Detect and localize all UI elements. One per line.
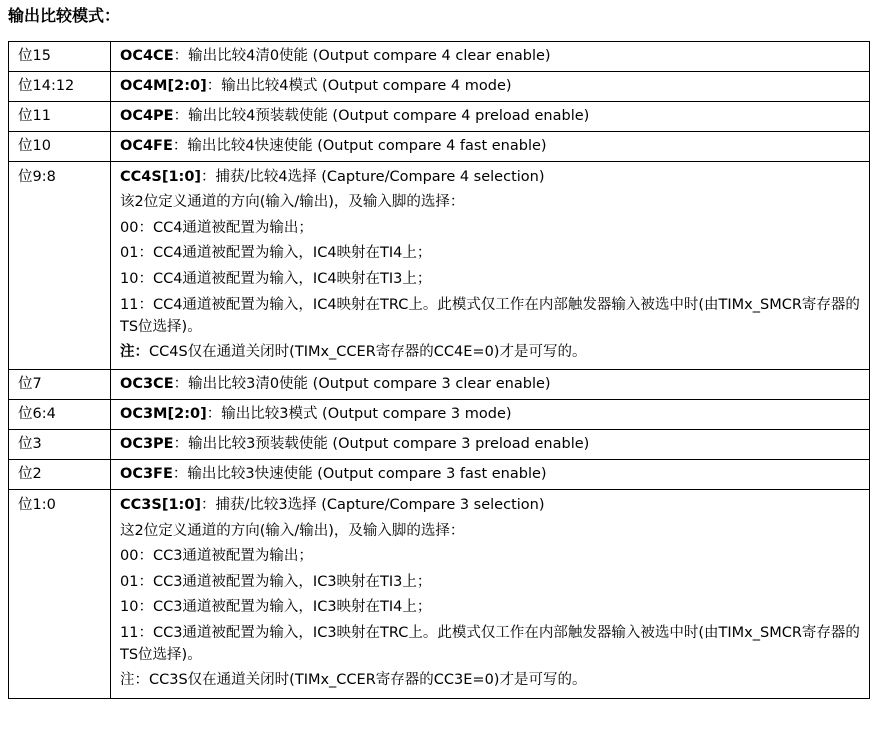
field-name: OC4CE	[120, 48, 174, 64]
bit-position: 位15	[9, 42, 111, 72]
field-name: OC3CE	[120, 376, 174, 393]
bit-position	[9, 162, 111, 370]
bit-position: 位6:4	[9, 400, 111, 430]
field-desc: 输出比较4清0使能 (Output compare 4 clear enable)	[188, 48, 551, 64]
bit-description	[111, 102, 870, 132]
field-name: OC4PE	[120, 108, 174, 124]
table-row	[9, 400, 870, 430]
field-desc: 输出比较4快速使能 (Output compare 4 fast enable)	[187, 138, 547, 154]
note-text: CC3S仅在通道关闭时(TIMx_CCER寄存器的CC3E=0)才是可写的。	[149, 672, 587, 689]
note-text: CC4S仅在通道关闭时(TIMx_CCER寄存器的CC4E=0)才是可写的。	[149, 344, 587, 361]
bit-description	[111, 72, 870, 102]
field-name: OC3M[2:0]	[120, 406, 207, 423]
field-desc: 输出比较3预装载使能 (Output compare 3 preload enable)	[188, 436, 590, 453]
desc-line: 该2位定义通道的方向(输入/输出)，及输入脚的选择：	[120, 194, 465, 211]
bit-position	[9, 490, 111, 698]
bit-position: 位7	[9, 370, 111, 400]
note-line	[120, 668, 869, 693]
table-row	[9, 490, 870, 698]
field-desc: 输出比较4预装载使能 (Output compare 4 preload enable)	[188, 108, 590, 124]
field-desc: 输出比较4模式 (Output compare 4 mode)	[221, 78, 512, 94]
field-name: OC3FE	[120, 466, 173, 483]
desc-line: 00：CC4通道被配置为输出；	[120, 219, 313, 236]
note-line	[120, 340, 869, 365]
field-heading	[120, 165, 869, 190]
bit-position-text: 位1:0	[18, 497, 56, 514]
table-row	[9, 162, 870, 370]
desc-line: 10：CC3通道被配置为输入，IC3映射在TI4上；	[120, 599, 432, 616]
table-row	[9, 72, 870, 102]
bit-description	[111, 162, 870, 370]
separator: ：	[206, 406, 222, 423]
separator: ：	[173, 48, 189, 64]
separator: ：	[173, 376, 189, 393]
desc-line: 11：CC4通道被配置为输入，IC4映射在TRC上。此模式仅工作在内部触发器输入被选中时(由TIMx_SMCR寄存器的TS位选择)。	[120, 297, 860, 336]
bit-position: 位2	[9, 460, 111, 490]
bit-description	[111, 42, 870, 72]
table-row	[9, 132, 870, 162]
bit-description	[111, 132, 870, 162]
field-desc: 输出比较3快速使能 (Output compare 3 fast enable)	[187, 466, 547, 483]
table-row	[9, 102, 870, 132]
separator: ：	[172, 138, 188, 154]
note-label: 注：	[120, 344, 149, 361]
field-name: OC4M[2:0]	[120, 78, 207, 94]
section-title: 输出比较模式：	[8, 6, 121, 25]
separator: ：	[201, 497, 216, 514]
bit-position: 位3	[9, 430, 111, 460]
table-row	[9, 42, 870, 72]
bit-position-text: 位9:8	[18, 169, 56, 185]
bit-description	[111, 370, 870, 400]
desc-line: 00：CC3通道被配置为输出；	[120, 548, 313, 565]
field-name: CC3S[1:0]	[120, 497, 202, 514]
field-name: OC4FE	[120, 138, 173, 154]
desc-line: 01：CC4通道被配置为输入，IC4映射在TI4上；	[120, 245, 432, 262]
bit-position: 位10	[9, 132, 111, 162]
bit-position: 位11	[9, 102, 111, 132]
desc-line: 11：CC3通道被配置为输入，IC3映射在TRC上。此模式仅工作在内部触发器输入被选中时(由TIMx_SMCR寄存器的TS位选择)。	[120, 625, 860, 664]
bit-description	[111, 460, 870, 490]
table-row	[9, 460, 870, 490]
separator: ：	[201, 169, 216, 185]
table-row	[9, 370, 870, 400]
bit-description	[111, 430, 870, 460]
separator: ：	[173, 436, 189, 453]
separator: ：	[206, 78, 222, 94]
desc-line: 这2位定义通道的方向(输入/输出)，及输入脚的选择：	[120, 522, 465, 539]
desc-line: 10：CC4通道被配置为输入，IC4映射在TI3上；	[120, 270, 432, 287]
field-desc: 输出比较3模式 (Output compare 3 mode)	[221, 406, 512, 423]
desc-line: 01：CC3通道被配置为输入，IC3映射在TI3上；	[120, 573, 432, 590]
field-name: CC4S[1:0]	[120, 169, 202, 185]
separator: ：	[173, 108, 189, 124]
field-heading	[120, 493, 869, 518]
bit-description	[111, 400, 870, 430]
table-row	[9, 430, 870, 460]
field-desc: 输出比较3清0使能 (Output compare 3 clear enable)	[188, 376, 551, 393]
field-name: OC3PE	[120, 436, 174, 453]
separator: ：	[172, 466, 188, 483]
bit-position: 位14:12	[9, 72, 111, 102]
field-desc: 捕获/比较3选择 (Capture/Compare 3 selection)	[215, 497, 545, 514]
field-desc: 捕获/比较4选择 (Capture/Compare 4 selection)	[215, 169, 545, 185]
bit-description	[111, 490, 870, 698]
register-bit-table	[8, 41, 870, 699]
note-label: 注：	[120, 672, 149, 689]
